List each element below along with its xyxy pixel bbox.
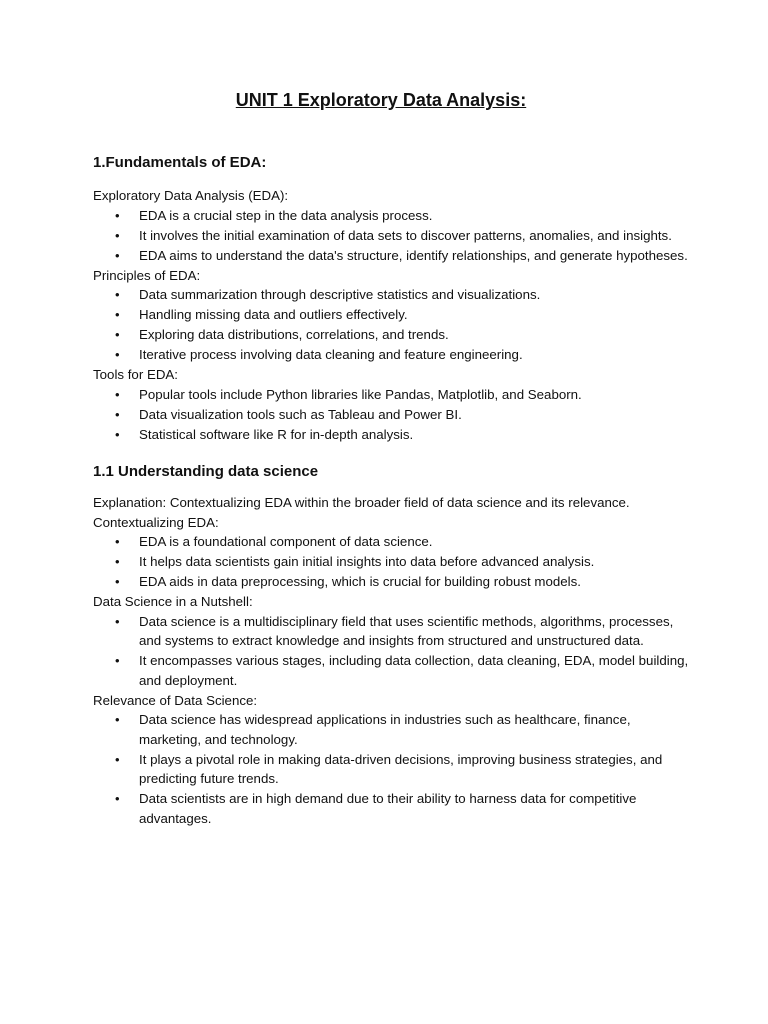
group-label-tools: Tools for EDA: bbox=[93, 367, 178, 382]
group-label-relevance: Relevance of Data Science: bbox=[93, 692, 258, 708]
list-item: • EDA is a foundational component of data science. bbox=[139, 532, 693, 552]
group-label-eda: Exploratory Data Analysis (EDA): bbox=[93, 188, 289, 203]
list-item: • EDA aims to understand the data's structure, identify relationships, and generate hypotheses. bbox=[139, 246, 693, 266]
bullet-list-eda bbox=[93, 206, 693, 266]
list-item: • It plays a pivotal role in making data-driven decisions, improving business strategies, and predicting future trends. bbox=[139, 750, 693, 789]
group-label-principles: Principles of EDA: bbox=[93, 267, 201, 283]
list-item: • Data visualization tools such as Tableau and Power BI. bbox=[139, 405, 693, 425]
explanation-text: Explanation: Contextualizing EDA within the broader field of data science and its relevance. bbox=[93, 495, 630, 510]
bullet-list-contextualizing bbox=[93, 532, 693, 592]
list-item: • EDA aids in data preprocessing, which is crucial for building robust models. bbox=[139, 572, 693, 592]
bullet-list-nutshell bbox=[93, 612, 693, 691]
list-item: • Data science has widespread applications in industries such as healthcare, finance, marketing, and technology. bbox=[139, 710, 693, 749]
list-item: • Popular tools include Python libraries like Pandas, Matplotlib, and Seaborn. bbox=[139, 385, 693, 405]
list-item: • Iterative process involving data cleaning and feature engineering. bbox=[139, 345, 693, 365]
bullet-list-principles bbox=[93, 285, 693, 365]
list-item: • It helps data scientists gain initial insights into data before advanced analysis. bbox=[139, 552, 693, 572]
list-item: • Statistical software like R for in-depth analysis. bbox=[139, 425, 693, 445]
group-label-nutshell: Data Science in a Nutshell: bbox=[93, 594, 253, 609]
list-item: • Handling missing data and outliers effectively. bbox=[139, 305, 693, 325]
bullet-list-relevance bbox=[93, 710, 693, 828]
bullet-list-tools bbox=[93, 385, 693, 445]
list-item: • EDA is a crucial step in the data analysis process. bbox=[139, 206, 693, 226]
list-item: • Exploring data distributions, correlations, and trends. bbox=[139, 325, 693, 345]
list-item: • Data scientists are in high demand due to their ability to harness data for competitive advantages. bbox=[139, 789, 693, 828]
document-title: UNIT 1 Exploratory Data Analysis: bbox=[235, 90, 527, 110]
list-item: • It involves the initial examination of data sets to discover patterns, anomalies, and insights. bbox=[139, 226, 693, 246]
list-item: • It encompasses various stages, including data collection, data cleaning, EDA, model building, and deployment. bbox=[139, 651, 693, 690]
document-body bbox=[93, 152, 693, 829]
section-heading-fundamentals: 1.Fundamentals of EDA: bbox=[93, 154, 267, 171]
group-label-contextualizing: Contextualizing EDA: bbox=[93, 514, 219, 530]
list-item: • Data summarization through descriptive statistics and visualizations. bbox=[139, 285, 693, 305]
section-heading-data-science: 1.1 Understanding data science bbox=[93, 463, 319, 480]
list-item: • Data science is a multidisciplinary field that uses scientific methods, algorithms, processes, and systems to extract knowledge and insights from structured and unstructured data. bbox=[139, 612, 693, 651]
